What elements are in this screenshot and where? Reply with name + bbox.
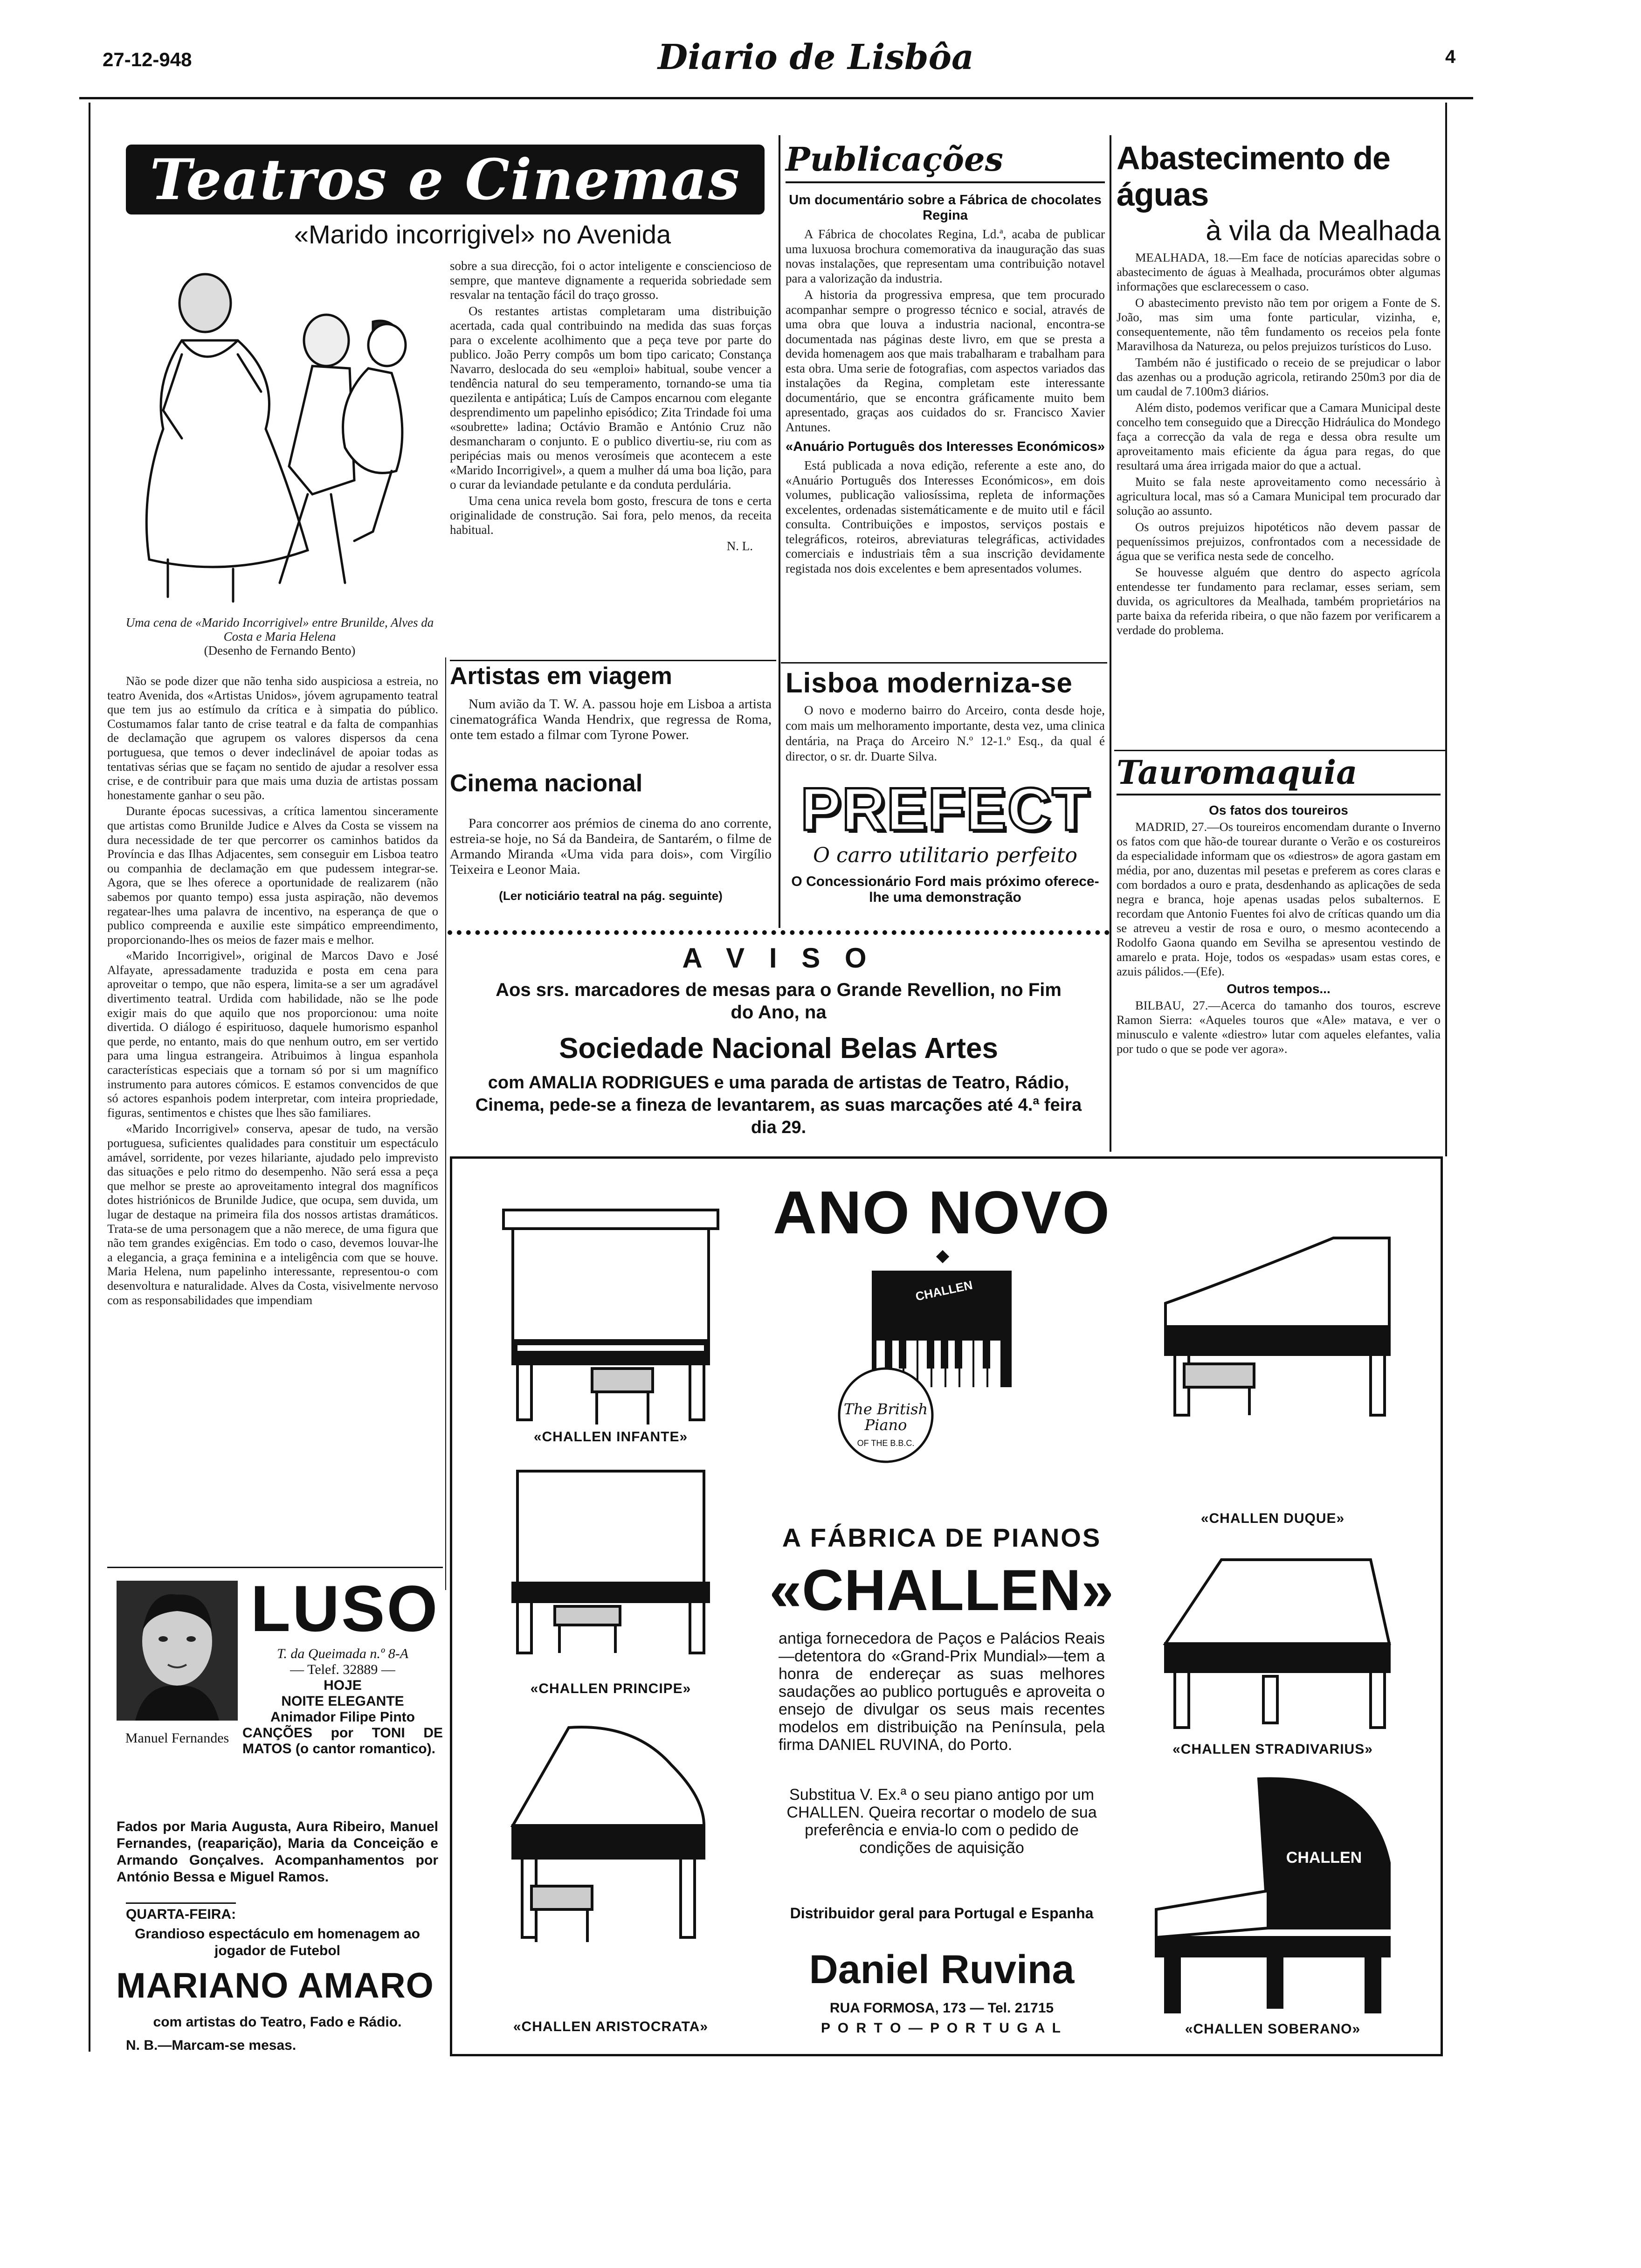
challen-distribuidor: Distribuidor geral para Portugal e Espanha <box>790 1905 1094 1922</box>
luso-com: com artistas do Teatro, Fado e Rádio. <box>153 2014 402 2030</box>
prefect-brand: PREFECT <box>800 775 1090 843</box>
challen-ruvina: Daniel Ruvina <box>809 1947 1075 1992</box>
prefect-ad <box>786 776 1105 921</box>
col-divider-2 <box>1110 135 1111 1152</box>
cinema-section <box>450 769 772 903</box>
lisboa-heading: Lisboa moderniza-se <box>786 667 1073 698</box>
teatros-paragraph: Não se pode dizer que não tenha sido auspiciosa a estreia, no teatro Avenida, dos «Artistas Unidos», jóvem agrupamento teatral que tem jus ao estímulo da crítica e à simpatia do público. Costumamos falar tanto de crise teatral e da falta de companhias de declamação que agrupem os valores dispersos da cena portuguesa, que temos o dever indeclinável de apoiar todas as tentativas sérias que se façam no sentido de ajudar a resolver essa crise, e de contribuir para que mais uma duzia de artistas possam honestamente ganhar o seu pão. <box>107 674 438 802</box>
piano-principe <box>485 1457 737 1672</box>
teatros-col1 <box>107 674 438 1309</box>
teatros-paragraph: Os restantes artistas completaram uma distribuição acertada, cada qual contribuindo na medida das suas forças para o excelente acolhimento que a peça teve por parte do publico. João Perry compôs um bom tipo caricato; Constança Navarro, deslocada do seu «emploi» habitual, soube vencer a tendência natural do seu temperamento, tornando-se uma tia quezilenta e antipática; Luís de Campos encarnou com elegante desprendimento um papelinho episódico; Zita Trindade foi uma «soubrette» ladina; Octávio Bramão e António Cruz não desmancharam o conjunto. E o publico divertiu-se, riu com as peripécias mais ou menos verosímeis que acontecem a este «Marido Incorrigivel», a quem a mulher dá uma boa lição, para o curar da leviandade petulante e da conduta perdulária. <box>450 304 772 491</box>
teatros-signature: N. L. <box>726 539 753 553</box>
touros-section <box>1117 753 1441 1056</box>
caption-text: Uma cena de «Marido Incorrigivel» entre Brunilde, Alves da Costa e Maria Helena <box>125 615 434 643</box>
teatros-banner-text: Teatros e Cinemas <box>150 146 741 213</box>
publicacoes-section <box>786 140 1105 578</box>
page-number: 4 <box>1445 47 1456 67</box>
piano-aristocrata <box>485 1709 737 1989</box>
luso-ad <box>107 1572 443 2066</box>
lisboa-text: O novo e moderno bairro do Arceiro, conta desde hoje, com mais um melhoramento importante, desta vez, uma clinica dentária, na Praça do Arceiro N.º 12-1.º Esq., da qual é director, o sr. dr. Duarte Silva. <box>786 703 1105 763</box>
luso-cancoes: CANÇÕES por TONI DE MATOS (o cantor romantico). <box>242 1725 443 1756</box>
caption-duque: «CHALLEN DUQUE» <box>1200 1511 1345 1526</box>
touros-heading: Tauromaquia <box>1117 753 1441 795</box>
publicacoes-paragraph: A Fábrica de chocolates Regina, Ld.ª, acaba de publicar uma luxuosa brochura comemorativa da inauguração das suas novas instalações, que representam uma contribuição notavel para a valorização da industria. <box>786 227 1105 285</box>
luso-noite: NOITE ELEGANTE <box>281 1694 404 1709</box>
prefect-tagline: O Concessionário Ford mais próximo oferece-lhe uma demonstração <box>791 874 1099 905</box>
publicacoes-sub1: Um documentário sobre a Fábrica de chocolates Regina <box>789 193 1102 223</box>
publicacoes-body2 <box>786 458 1105 576</box>
agua-paragraph: Muito se fala neste aproveitamento como necessário à agricultura local, mas só a Camara Municipal tem procurado dar solução ao assunto. <box>1117 475 1441 518</box>
publicacoes-heading: Publicações <box>786 140 1105 183</box>
agua-paragraph: Se houvesse alguém que dentro do aspecto agrícola entendesse ter fundamento para reclamar, esses seriam, sem duvida, os agricultores da Mealhada, também proprietários na parte baixa da referida ribeira, o que não fazem por verificarem a verdade do problema. <box>1117 565 1441 637</box>
agua-paragraph: Além disto, podemos verificar que a Camara Municipal deste concelho tem conseguido que a Direcção Hidráulica do Mondego faça a correcção da vala de rega e dessa obra resulte um aproveitamento mais eficiente da água para regas, do que resultará uma área irrigada maior do que a actual. <box>1117 401 1441 472</box>
agua-section <box>1117 140 1441 639</box>
aviso-ad <box>455 942 1103 1147</box>
rule-aviso-top <box>448 930 1110 935</box>
caption-credit: (Desenho de Fernando Bento) <box>204 643 356 657</box>
masthead-title: Diario de Lisbôa <box>658 37 974 77</box>
publicacoes-paragraph: A historia da progressiva empresa, que tem procurado acompanhar sempre o progresso técnico e social, através de uma obra que louva a industria nacional, encontra-se documentada nas páginas deste livro, em que se presta a devida homenagem aos que mais trabalharam e trabalham para esta obra. Uma serie de fotografias, com aspectos variados das instalações da Regina, completam este interessante documentário, que se encontra gráficamente muito bem apresentado, graças aos cuidados do sr. Francisco Xavier Antunes. <box>786 288 1105 434</box>
piano-infante <box>485 1201 737 1462</box>
aviso-line1: Aos srs. marcadores de mesas para o Grande Revellion, no Fim do Ano, na <box>496 980 1062 1023</box>
touros-sub1: Os fatos dos toureiros <box>1209 803 1348 817</box>
teatros-headline: «Marido incorrigivel» no Avenida <box>294 220 671 249</box>
piano-duque <box>1128 1210 1417 1424</box>
teatros-paragraph: Uma cena unica revela bom gosto, frescura de tons e certa originalidade de construção. Sai fora, pelo menos, da receita habitual. <box>450 494 772 537</box>
luso-photo-caption: Manuel Fernandes <box>125 1730 229 1746</box>
rule-artistas <box>450 660 776 661</box>
luso-name: LUSO <box>250 1572 440 1645</box>
luso-star: MARIANO AMARO <box>116 1966 434 2005</box>
frame-right <box>1445 103 1447 1156</box>
masthead-date: 27-12-948 <box>103 48 192 70</box>
luso-nb: N. B.—Marcam-se mesas. <box>126 2038 296 2053</box>
luso-hoje: HOJE <box>324 1678 362 1693</box>
caption-stradivarius: «CHALLEN STRADIVARIUS» <box>1172 1742 1373 1757</box>
publicacoes-sub2: «Anuário Português dos Interesses Económicos» <box>786 439 1105 454</box>
aviso-title: A V I S O <box>682 942 875 974</box>
artistas-heading: Artistas em viagem <box>450 663 672 690</box>
caption-principe: «CHALLEN PRINCIPE» <box>530 1681 691 1696</box>
prefect-slogan: O carro utilitario perfeito <box>813 844 1077 867</box>
teatros-paragraph: «Marido Incorrigivel», original de Marcos Davo e José Alfayate, apressadamente traduzida e posta em cena para aproveitar o tempo, que não espera, limita-se a ser um agradável divertimento teatral. Urdida com habilidade, não se lhe pode exigir mais do que aquilo que nos proporcionou: uma noite divertida. O diálogo é espirituoso, daquele humorismo espanhol que perde, no entanto, mais do que nenhum outro, em ser vertido para uma lingua estrangeira. Atribuimos à lingua espanhola características especiais que a tornam só por si um magnífico instrumento para autores cómicos. E estamos convencidos de que só actores espanhois podem interpretar, com inteira propriedade, figuras, sentimentos e chistes que lhes são familiares. <box>107 948 438 1120</box>
luso-fados: Fados por Maria Augusta, Aura Ribeiro, Manuel Fernandes, (reaparição), Maria da Conceição e Armando Gonçalves. Acompanhamentos por António Bessa e Miguel Ramos. <box>117 1819 438 1885</box>
touros-sub2: Outros tempos... <box>1227 982 1331 996</box>
caption-soberano: «CHALLEN SOBERANO» <box>1185 2021 1361 2037</box>
agua-paragraph: Também não é justificado o receio de se prejudicar o labor das azenhas ou a produção agricola, retirando 250m3 por dia de um caudal de 7.100m3 diários. <box>1117 355 1441 398</box>
frame-left <box>89 103 90 2052</box>
aviso-venue: Sociedade Nacional Belas Artes <box>559 1032 998 1065</box>
masthead-rule <box>79 97 1473 99</box>
masthead <box>0 37 1641 89</box>
agua-body <box>1117 250 1441 637</box>
caption-aristocrata: «CHALLEN ARISTOCRATA» <box>513 2019 709 2034</box>
cinema-note: (Ler noticiário teatral na pág. seguinte) <box>499 889 723 903</box>
luso-info <box>242 1646 443 1757</box>
challen-logo-line1: The British Piano <box>843 1400 928 1434</box>
rule-touros <box>1114 750 1445 751</box>
agua-heading: Abastecimento de águas <box>1117 140 1390 213</box>
challen-logo-line2: OF THE B.B.C. <box>857 1438 915 1448</box>
luso-animador: Animador Filipe Pinto <box>270 1709 415 1725</box>
challen-rua: RUA FORMOSA, 173 — Tel. 21715 <box>829 2000 1054 2016</box>
piano-stradivarius <box>1128 1541 1417 1737</box>
challen-ad <box>450 1156 1443 2056</box>
teatros-paragraph: Durante épocas sucessivas, a crítica lamentou sinceramente que artistas como Brunilde Judice e Alves da Costa se vissem na dura necessidade de ter que percorrer os caminhos batidos da Província e das Ilhas Adjacentes, sem conseguir em Lisboa teatro ou companhia de declamação em que pudessem integrar-se. Agora, que se lhes oferece a oportunidade de realizarem (não sabemos por quanto tempo) essa justa aspiração, não devemos regatear-lhes uma palavra de incentivo, na esperança de que o publico compreenda e auxilie este simpático empreendimento, proporcionando-lhes os meios de fazer mais e melhor. <box>107 804 438 947</box>
teatros-paragraph: «Marido Incorrigivel» conserva, apesar de tudo, na versão portuguesa, suficientes qualidades para constituir um espectáculo amável, sorridente, por vezes hilariante, ajudado pelo imprevisto das situações e pelo ritmo do desempenho. Não será essa a peça que melhor se preste ao aproveitamento integral dos magníficos dotes histriónicos de Brunilde Judice, que ocupa, sem duvida, um lugar de destaque na primeira fila dos nossos artistas dramáticos. Trata-se de uma personagem que a não merece, de uma figura que não tem grandes exigências. Em todo o caso, devemos louvar-lhe a elegancia, a graça feminina e a inteligência com que se houve. Maria Helena, num papelinho interessante, representou-o com desenvoltura e naturalidade. Alves da Costa, visivelmente nervoso com as responsabilidades que impendiam <box>107 1121 438 1307</box>
agua-sub: à vila da Mealhada <box>1206 215 1441 246</box>
challen-ano-novo: ANO NOVO <box>773 1178 1110 1246</box>
luso-quarta: QUARTA-FEIRA: <box>126 1902 236 1922</box>
illustration-caption <box>112 615 448 657</box>
soberano-brand: CHALLEN <box>1286 1849 1362 1867</box>
touros-p1: MADRID, 27.—Os toureiros encomendam durante o Inverno os fatos com que hão-de tourear durante o Verão e os costureiros da especialidade informam que os «diestros» de agora gastam em média, por ano, duzentas mil pesetas e preferem as cores claras e com bordados a ouro e prata, desdenhando as aplicações de seda negra e branca, hoje apenas usadas pelos subalternos. E recordam que Antonio Fuentes foi alvo de críticas quando um dia se atreveu a vestir de rosa e ouro, o mesmo acontecendo a Rodolfo Gaona quando em Sevilha se apresentou vestindo de amarelo e prata. Hoje, todos os «espadas» usam estas cores, e azuis pálidos.—(Efe). <box>1117 820 1441 978</box>
challen-logo-brand: CHALLEN <box>914 1278 974 1304</box>
touros-p2: BILBAU, 27.—Acerca do tamanho dos touros, escreve Ramon Sierra: «Aqueles touros que «Ale» matava, e ver o minusculo e valente «diestro» lutar com aqueles elefantes, valia por tudo o que se pode ver agora». <box>1117 998 1441 1056</box>
agua-paragraph: O abastecimento previsto não tem por origem a Fonte de S. João, mas sim uma fonte particular, vizinha, e, consequentemente, não têm fundamento os receios pela fonte Maravilhosa da Natureza, ou pelos prejuizos turísticos do Luso. <box>1117 296 1441 353</box>
agua-paragraph: Os outros prejuizos hipotéticos não devem passar de pequeníssimos prejuizos, confrontados com a necessidade de água que se verifica nesta sede de concelho. <box>1117 520 1441 563</box>
divider-left-col <box>445 657 446 1590</box>
theater-illustration <box>112 261 448 611</box>
luso-phone: — Telef. 32889 — <box>290 1662 395 1677</box>
publicacoes-body1 <box>786 227 1105 435</box>
publicacoes-paragraph: Está publicada a nova edição, referente a este ano, do «Anuário Português dos Interesses Económicos», em dois volumes, publicação valiosíssima, repleta de informações excelentes, ordenadas sistemáticamente e de muito util e fácil consulta. Contribuições e impostos, serviços postais e telegráficos, roteiros, abreviaturas telegráficas, actividades comerciais e industriais têm a sua inscrição devidamente registada nos dois excelentes e bem apresentados volumes. <box>786 458 1105 575</box>
caption-infante: «CHALLEN INFANTE» <box>533 1429 688 1445</box>
artistas-section <box>450 662 772 743</box>
luso-photo <box>117 1581 238 1721</box>
rule-lisboa <box>781 662 1107 664</box>
challen-body1: antiga fornecedora de Paços e Palácios Reais—detentora do «Grand-Prix Mundial»—tem a honra de endereçar as suas melhores saudações ao publico português e aproveita o ensejo de divulgar os seus mais recentes modelos em distribuição na Península, pela firma DANIEL RUVINA, do Porto. <box>779 1630 1105 1754</box>
aviso-line2: com AMALIA RODRIGUES e uma parada de artistas de Teatro, Rádio, Cinema, pede-se a fineza de levantarem, as suas marcações até 4.ª feira dia 29. <box>475 1073 1082 1137</box>
challen-porto: P O R T O — P O R T U G A L <box>820 2020 1063 2036</box>
teatros-col2 <box>450 259 772 553</box>
cinema-text: Para concorrer aos prémios de cinema do ano corrente, estreia-se hoje, no Sá da Bandeira, de Santarém, o filme de Armando Miranda «Uma vida para dois», com Virgílio Teixeira e Leonor Maia. <box>450 816 772 877</box>
col-divider-1 <box>779 135 780 928</box>
luso-espetaculo: Grandioso espectáculo em homenagem ao jogador de Futebol <box>135 1926 420 1958</box>
artistas-text: Num avião da T. W. A. passou hoje em Lisboa a artista cinematográfica Wanda Hendrix, que regressa de Roma, onte tem estado a filmar com Tyrone Power. <box>450 697 772 742</box>
teatros-paragraph: sobre a sua direcção, foi o actor inteligente e consciencioso de sempre, que manteve dignamente a requerida sobriedade sem resvalar na tentação fácil do traço grosso. <box>450 259 772 302</box>
challen-fabrica: A FÁBRICA DE PIANOS <box>782 1523 1102 1552</box>
piano-soberano <box>1128 1770 1417 2031</box>
challen-name: «CHALLEN» <box>769 1558 1114 1623</box>
teatros-banner <box>126 145 765 214</box>
rule-luso <box>107 1567 443 1568</box>
challen-body2: Substitua V. Ex.ª o seu piano antigo por um CHALLEN. Queira recortar o modelo de sua preferência e envia-lo com o pedido de condições de aquisição <box>786 1786 1097 1857</box>
challen-diamond-icon <box>936 1250 949 1263</box>
cinema-heading: Cinema nacional <box>450 770 643 797</box>
agua-paragraph: MEALHADA, 18.—Em face de notícias aparecidas sobre o abastecimento de águas à Mealhada, procurámos obter algumas informações que esclarecessem o caso. <box>1117 250 1441 293</box>
luso-address: T. da Queimada n.º 8-A <box>276 1646 409 1661</box>
lisboa-section <box>786 667 1105 764</box>
